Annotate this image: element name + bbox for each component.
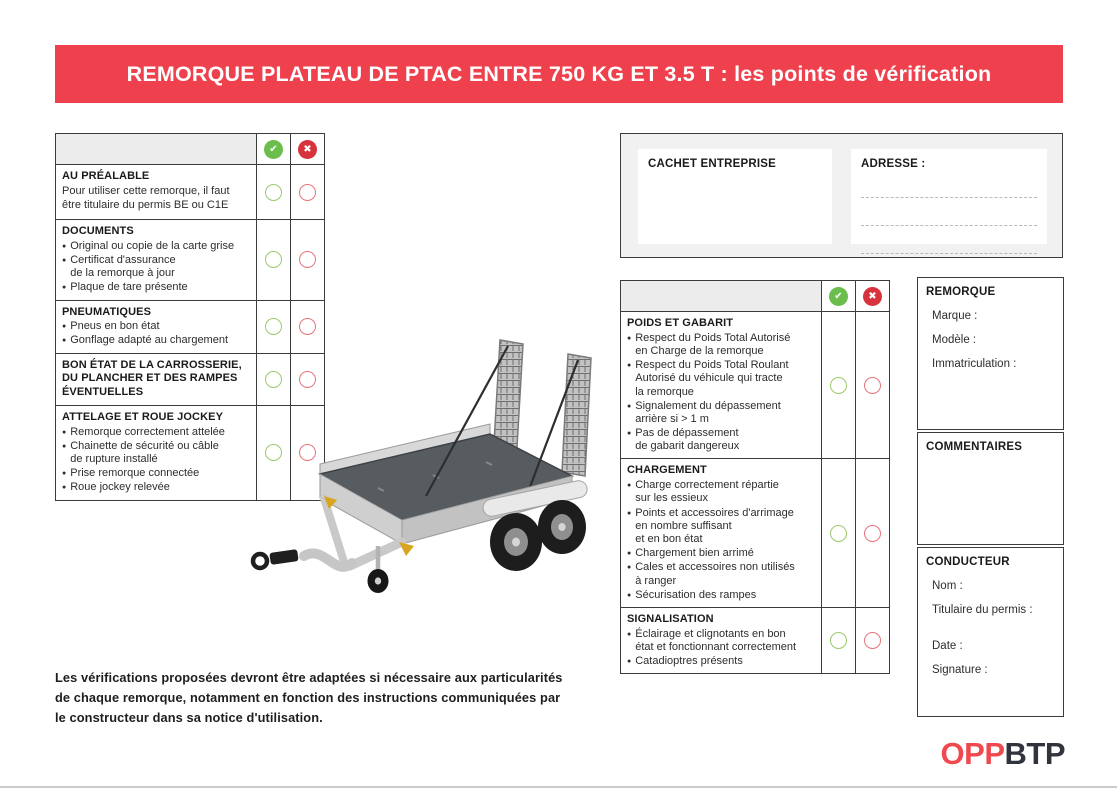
ok-circle-cell [256,165,290,219]
checklist-item-text: Pas de dépassement de gabarit dangereux [635,427,740,453]
bullet-icon: ● [627,550,632,558]
checklist-item [627,427,817,453]
right-checklist-table [620,280,890,674]
checklist-item [627,400,817,426]
checklist-item-text: Plaque de tare présente [70,281,188,294]
checklist-row-title: CHARGEMENT [627,464,707,477]
adresse-label: ADRESSE : [861,158,926,170]
ok-circle [265,251,282,268]
ko-circle [299,184,316,201]
panel-field-label: Nom : [932,580,963,592]
comments-panel [917,432,1064,545]
checklist-item [62,240,252,253]
checklist-row-text [56,354,256,405]
checklist-item [627,655,817,668]
checklist-item [62,426,252,439]
footer-note: Les vérifications proposées devront être adaptées si nécessaire aux particularités de chaque remorque, notamment en fonction des instructions communiquées par le constructeur dans sa notice d'utilisation. [55,670,563,725]
checklist-row-text [56,165,256,219]
trailer-info-panel [917,277,1064,430]
checklist-row [621,458,889,606]
trailer-illustration [228,330,626,622]
address-area [851,149,1047,244]
oppbtp-logo [941,736,1065,772]
corner-marker [399,542,414,556]
header-empty-cell [621,281,821,311]
checklist-item [627,547,817,560]
ko-circle [864,525,881,542]
ko-circle [299,251,316,268]
ok-circle [830,632,847,649]
hitch-coupler [269,549,298,565]
checklist-item [627,359,817,399]
checklist-item [627,589,817,602]
address-blank-line [861,197,1037,198]
ko-circle [864,632,881,649]
address-blank-line [861,253,1037,254]
bullet-icon: ● [627,509,632,517]
checklist-item [627,561,817,587]
hitch-ring [253,554,267,568]
bullet-icon: ● [627,402,632,410]
checklist-row [56,219,324,300]
checklist-row-title: BON ÉTAT DE LA CARROSSERIE, DU PLANCHER ET DES RAMPES ÉVENTUELLES [62,358,242,399]
checklist-item-text: Chainette de sécurité ou câble de rupture installé [70,439,219,465]
bullet-icon: ● [627,482,632,490]
bullet-icon: ● [62,470,67,478]
checklist-item-text: Points et accessoires d'arrimage en nombre suffisant et en bon état [635,506,794,545]
wheel-hub [558,523,565,531]
checklist-item [62,440,252,466]
header-ko-cell [290,134,324,164]
checklist-row-text [621,312,821,458]
page-title: REMORQUE PLATEAU DE PTAC ENTRE 750 KG ET 3.5 T : les points de vérification [126,61,992,86]
cross-circle-icon: ✖ [298,140,317,159]
bullet-icon: ● [627,430,632,438]
ramp-right [562,354,591,476]
header-ok-cell [256,134,290,164]
bullet-icon: ● [62,323,67,331]
panel-field-label: Signature : [932,664,988,676]
checklist-item [627,507,817,547]
bullet-icon: ● [627,630,632,638]
ok-circle [830,377,847,394]
checklist-row-description: Pour utiliser cette remorque, il faut être titulaire du permis BE ou C1E [62,184,230,211]
logo-part-opp: OPP [940,736,1005,771]
checklist-row-title: SIGNALISATION [627,612,714,625]
checklist-item-text: Éclairage et clignotants en bon état et fonctionnant correctement [635,627,797,653]
bullet-icon: ● [62,428,67,436]
checklist-item-text: Pneus en bon état [70,320,160,333]
checklist-row [621,311,889,458]
panel-field-label: Date : [932,640,963,652]
ok-circle [830,525,847,542]
ko-circle-cell [290,220,324,300]
checklist-item-text: Certificat d'assurance de la remorque à jour [70,253,176,280]
driver-info-panel [917,547,1064,717]
checklist-row [621,607,889,673]
right-table-header [621,281,889,311]
cachet-label: CACHET ENTREPRISE [648,158,776,170]
checklist-row-title: AU PRÉALABLE [62,170,150,182]
checklist-item-text: Chargement bien arrimé [635,547,754,560]
bullet-icon: ● [627,362,632,370]
stamp-address-box [620,133,1063,258]
checklist-row-text [621,459,821,606]
header-empty-cell [56,134,256,164]
checklist-item-text: Roue jockey relevée [70,481,170,494]
checklist-item [62,481,252,494]
logo-part-btp: BTP [1004,736,1065,771]
panel-field-label: Marque : [932,310,978,322]
checklist-item-text: Respect du Poids Total Roulant Autorisé du véhicule qui tracte la remorque [635,359,789,398]
checklist-item-text: Catadioptres présents [635,655,743,667]
wheel-hub [512,538,520,547]
company-stamp-area [638,149,832,244]
checklist-item [627,479,817,505]
checklist-row-text [56,301,256,353]
checklist-item [627,332,817,358]
ok-circle-cell [821,459,855,606]
ko-circle [864,377,881,394]
checklist-row [56,164,324,219]
checklist-item-text: Cales et accessoires non utilisés à ranger [635,561,795,587]
ko-circle-cell [855,312,889,458]
checklist-item [62,334,252,347]
bullet-icon: ● [62,242,67,250]
checklist-item-text: Prise remorque connectée [70,467,200,480]
checklist-item-text: Original ou copie de la carte grise [70,239,235,252]
panel-title: REMORQUE [926,286,996,298]
checklist-row-title: POIDS ET GABARIT [627,317,734,329]
checklist-row-text [56,406,256,500]
checklist-row-text [621,608,821,673]
bullet-icon: ● [62,337,67,345]
checklist-item [62,254,252,280]
bullet-icon: ● [627,591,632,599]
checklist-row-title: DOCUMENTS [62,225,134,237]
right-table-rows [621,311,889,673]
bullet-icon: ● [62,256,67,264]
checklist-item [62,281,252,294]
jockey-hub [375,577,381,584]
bullet-icon: ● [62,442,67,450]
checklist-row-text [56,220,256,300]
panel-field-label: Modèle : [932,334,977,346]
checklist-item-text: Sécurisation des rampes [635,588,757,601]
ko-circle-cell [855,608,889,673]
check-circle-icon: ✔ [829,287,848,306]
checklist-row-title: ATTELAGE ET ROUE JOCKEY [62,410,223,423]
bullet-icon: ● [627,334,632,342]
bullet-icon: ● [62,484,67,492]
checklist-row-title: PNEUMATIQUES [62,305,152,318]
page-bottom-edge [0,786,1117,788]
checklist-item-text: Signalement du dépassement arrière si > 1 m [635,399,781,425]
header-ko-cell [855,281,889,311]
panel-title: COMMENTAIRES [926,441,1023,453]
address-blank-line [861,225,1037,226]
ok-circle [265,184,282,201]
checklist-item [62,320,252,333]
checklist-item-text: Remorque correctement attelée [70,425,225,438]
checklist-item-text: Respect du Poids Total Autorisé en Charge de la remorque [635,331,791,357]
panel-field-label: Titulaire du permis : [932,604,1033,616]
cross-circle-icon: ✖ [863,287,882,306]
bullet-icon: ● [627,564,632,572]
checklist-item-text: Charge correctement répartie sur les essieux [635,479,779,505]
ko-circle-cell [290,165,324,219]
bullet-icon: ● [627,658,632,665]
ok-circle-cell [821,312,855,458]
bullet-icon: ● [62,284,67,292]
panel-field-label: Immatriculation : [932,358,1017,370]
checklist-item [627,628,817,654]
check-circle-icon: ✔ [264,140,283,159]
checklist-item-text: Gonflage adapté au chargement [70,334,229,347]
panel-title: CONDUCTEUR [926,556,1010,568]
checklist-item [62,467,252,480]
ok-circle-cell [821,608,855,673]
ok-circle-cell [256,220,290,300]
ko-circle-cell [855,459,889,606]
title-banner [55,45,1063,103]
header-ok-cell [821,281,855,311]
left-table-header [56,134,324,164]
